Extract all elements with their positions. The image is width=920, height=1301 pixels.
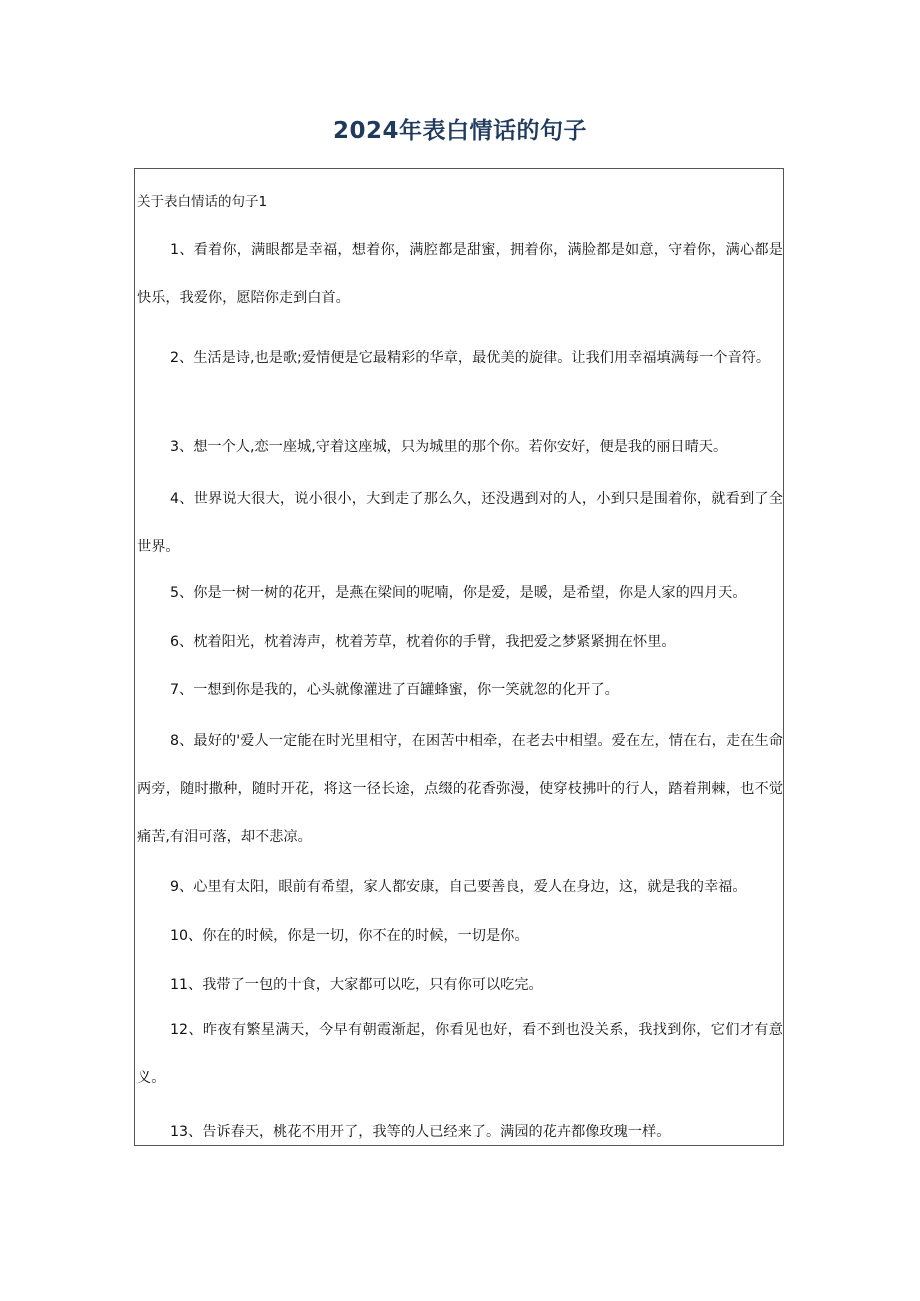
paragraph-5: 5、你是一树一树的花开，是燕在梁间的呢喃，你是爱，是暖，是希望，你是人家的四月天。 [170, 585, 747, 601]
paragraph-1: 1、看着你，满眼都是幸福，想着你，满腔都是甜蜜，拥着你，满脸都是如意，守着你，满心都是快乐，我爱你，愿陪你走到白首。 [137, 242, 783, 306]
paragraph-6: 6、枕着阳光，枕着涛声，枕着芳草，枕着你的手臂，我把爱之梦紧紧拥在怀里。 [170, 634, 676, 650]
paragraph-4: 4、世界说大很大，说小很小，大到走了那么久，还没遇到对的人，小到只是围着你，就看到了全世界。 [137, 491, 783, 555]
paragraph-3: 3、想一个人,恋一座城,守着这座城，只为城里的那个你。若你安好，便是我的丽日晴天。 [170, 439, 728, 455]
section-heading: 关于表白情话的句子1 [137, 194, 268, 210]
paragraph-12: 12、昨夜有繁星满天，今早有朝霞渐起，你看见也好，看不到也没关系，我找到你，它们才有意义。 [137, 1022, 783, 1086]
paragraph-13: 13、告诉春天，桃花不用开了，我等的人已经来了。满园的花卉都像玫瑰一样。 [170, 1124, 671, 1140]
paragraph-7: 7、一想到你是我的，心头就像灌进了百罐蜂蜜，你一笑就忽的化开了。 [170, 682, 619, 698]
paragraph-11: 11、我带了一包的十食，大家都可以吃，只有你可以吃完。 [170, 977, 543, 993]
paragraph-2: 2、生活是诗,也是歌;爱情便是它最精彩的华章，最优美的旋律。让我们用幸福填满每一个音符。 [170, 350, 771, 366]
paragraph-10: 10、你在的时候，你是一切，你不在的时候，一切是你。 [170, 928, 529, 944]
paragraph-9: 9、心里有太阳，眼前有希望，家人都安康，自己要善良，爱人在身边，这，就是我的幸福。 [170, 879, 747, 895]
document-title: 2024年表白情话的句子 [332, 118, 587, 144]
content-box [134, 168, 784, 1146]
paragraph-8: 8、最好的'爱人一定能在时光里相守，在困苦中相牵，在老去中相望。爱在左，情在右，走在生命两旁，随时撒种，随时开花，将这一径长途，点缀的花香弥漫，使穿枝拂叶的行人，踏着荆棘，也不觉痛苦,有泪可落，却不悲凉。 [137, 733, 783, 845]
